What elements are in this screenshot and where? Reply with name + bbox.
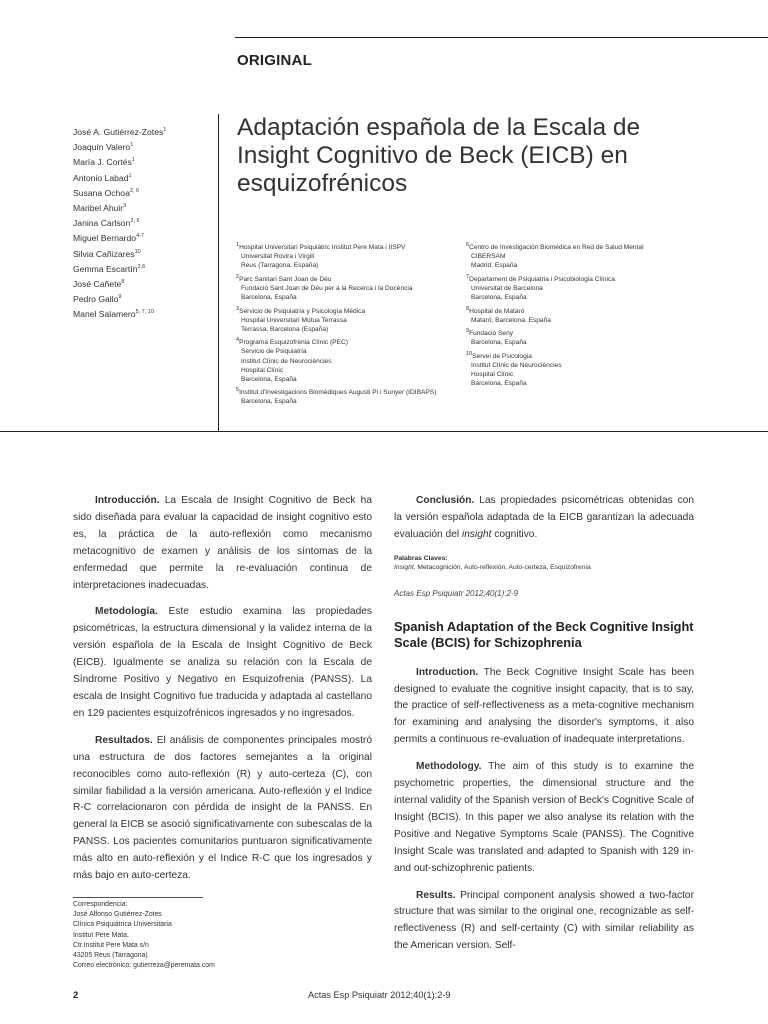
affiliation bbox=[466, 307, 766, 325]
author-name bbox=[73, 186, 166, 201]
author-name-text: Silvia Cañizares bbox=[73, 248, 135, 259]
keywords-list: , Metacognición, Auto-reflexión, Auto-certeza, Esquizofrenia bbox=[413, 563, 591, 571]
author-affiliation-sup: 1 bbox=[128, 172, 132, 179]
affiliation-number: 6 bbox=[466, 241, 470, 248]
keyword-insight: Insight bbox=[394, 563, 414, 571]
conclusion-italic: insight bbox=[461, 528, 492, 540]
affiliation-line bbox=[466, 329, 766, 338]
affiliation-number: 10 bbox=[466, 350, 473, 357]
affiliation-text: Terrassa, Barcelona (España) bbox=[241, 325, 329, 333]
affiliation-line bbox=[236, 338, 464, 347]
affiliation-text: Mataró, Barcelona. España bbox=[471, 316, 551, 324]
author-name bbox=[73, 216, 166, 231]
affiliation bbox=[466, 352, 766, 388]
affiliation-number: 9 bbox=[466, 328, 470, 335]
affiliation-text: Madrid, España bbox=[471, 262, 518, 270]
author-name-text: Gemma Escartín bbox=[73, 263, 138, 274]
method-paragraph bbox=[73, 604, 372, 722]
author-name-text: Pedro Gallo bbox=[73, 294, 119, 305]
footer-journal: Actas Esp Psiquiatr 2012;40(1):2-9 bbox=[308, 990, 451, 1000]
affiliation-line bbox=[466, 338, 766, 347]
author-affiliation-sup: 8 bbox=[121, 279, 125, 286]
results-en-paragraph bbox=[394, 888, 694, 956]
author-name bbox=[73, 247, 166, 262]
affiliation-line bbox=[466, 379, 766, 388]
author-name-text: María J. Cortés bbox=[73, 157, 132, 168]
author-name-text: Antonio Labad bbox=[73, 172, 129, 183]
affiliation-text: Departament de Psiquiatria i Psicobiologia Clínica bbox=[469, 275, 615, 283]
abstract-spanish-column bbox=[73, 493, 372, 895]
affiliation-number: 3 bbox=[236, 305, 240, 312]
intro-paragraph bbox=[73, 493, 372, 594]
affiliation-text: Servei de Psicologia bbox=[472, 352, 532, 360]
introduction-text: The Beck Cognitive Insight Scale has been designed to evaluate the cognitive insight capacity, that is to say, the practice of self-reflectiveness as a meta-cognitive mechanism for examining and analysing the disorder's symptoms, it also permits a continuous re-evaluation of inadequate interpretations. bbox=[394, 666, 694, 746]
methodology-text: The aim of this study is to examine the psychometric properties, the dimensional structure and the internal validity of the Spanish version of Beck's Cognitive Scale of Insight (BCIS). In this paper we also analyse its relation with the Positive and Negative Symptoms Scale (PANSS). The Cognitive Insight Scale was translated and adapted to Spanish with 129 in- and out-schizophrenic patients. bbox=[394, 761, 694, 874]
affiliation-line bbox=[236, 275, 464, 284]
results-text: El análisis de componentes principales mostró una estructura de dos factores semejantes a la original reconocibles como auto-reflexión (R) y auto-certeza (C), con similar fiabilidad a la versión americana. Auto-reflexión y el Indice R-C correlacionaron con pérdida de insight de la PANSS. En general la EICB se asoció significativamente con subescalas de la PANSS. Los pacientes comunitarios puntuaron significativamente más alto en auto-reflexión y el Indice R-C que los ingresados y más bajo en auto-certeza. bbox=[73, 734, 372, 882]
affiliation-number: 4 bbox=[236, 337, 240, 344]
affiliation-line bbox=[466, 361, 766, 370]
affiliation-number: 5 bbox=[236, 387, 240, 394]
affiliation-text: Barcelona, España bbox=[241, 398, 297, 406]
affiliation-text: Centro de Investigación Biomédica en Red de Salud Mental bbox=[469, 244, 644, 251]
author-name bbox=[73, 140, 166, 155]
author-name bbox=[73, 307, 166, 322]
affiliation bbox=[236, 243, 464, 270]
affiliation-text: Institut Clínic de Neurociències bbox=[471, 362, 562, 370]
method-label: Metodología. bbox=[95, 606, 158, 618]
correspondence-line: Correo electrónico: gutierreza@peremata.com bbox=[73, 962, 215, 970]
affiliation-text: Barcelona, España bbox=[471, 293, 527, 301]
author-name bbox=[73, 292, 166, 307]
affiliations-left bbox=[236, 243, 464, 411]
affiliation-line bbox=[236, 366, 464, 375]
author-affiliation-sup: 1 bbox=[131, 157, 135, 164]
affiliation-line bbox=[466, 316, 766, 325]
author-name-text: Miguel Bernardo bbox=[73, 233, 137, 244]
correspondence-line: José Alfonso Gutiérrez-Zotes bbox=[73, 911, 162, 919]
author-name-text: Joaquín Valero bbox=[73, 142, 131, 153]
affiliation-line bbox=[236, 293, 464, 302]
right-column bbox=[394, 493, 694, 965]
affiliation-number: 8 bbox=[466, 305, 470, 312]
author-affiliation-sup: 2, 6 bbox=[129, 187, 140, 194]
affiliation-line bbox=[236, 347, 464, 356]
affiliation-number: 2 bbox=[236, 273, 240, 280]
affiliation bbox=[236, 307, 464, 334]
affiliation-line bbox=[466, 352, 766, 361]
author-name bbox=[73, 262, 166, 277]
intro-text: La Escala de Insight Cognitivo de Beck ha sido diseñada para evaluar la capacidad de insight cognitivo esto es, la práctica de la auto-reflexión como mecanismo metacognitivo de examen y análisis de los síntomas de la enfermedad que permite la re-evaluación continua de interpretaciones inadecuadas. bbox=[73, 495, 372, 591]
author-affiliation-sup: 1 bbox=[130, 142, 134, 149]
affiliation-text: Hospital de Mataró bbox=[469, 307, 525, 315]
affiliation-text: Servicio de Psiquiatría bbox=[241, 348, 307, 356]
affiliation-text: Institut d'Investigacions Biomèdiques Augusti Pi i Sunyer (IDIBAPS) bbox=[239, 389, 437, 397]
affiliation-text: Programa Esquizofrènia Clínic (PEC) bbox=[239, 339, 348, 347]
correspondence-line: Clínica Psiquiátrica Universitaria bbox=[73, 921, 172, 929]
affiliation-text: Barcelona, España bbox=[471, 380, 527, 388]
affiliation-line bbox=[466, 370, 766, 379]
conclusion-label: Conclusión. bbox=[416, 495, 475, 506]
affiliation-number: 7 bbox=[466, 273, 470, 280]
author-affiliation-sup: 2,6 bbox=[137, 263, 146, 270]
affiliation-line bbox=[236, 325, 464, 334]
affiliation bbox=[466, 329, 766, 347]
affiliation-line bbox=[236, 243, 464, 252]
correspondence-line: Institut Pere Mata, bbox=[73, 931, 129, 939]
author-name bbox=[73, 125, 166, 140]
affiliation bbox=[466, 275, 766, 302]
author-name bbox=[73, 171, 166, 186]
author-affiliation-sup: 9 bbox=[118, 294, 122, 301]
affiliation-number: 1 bbox=[236, 241, 240, 248]
affiliation bbox=[466, 243, 766, 270]
affiliation-text: Barcelona, España bbox=[471, 339, 527, 347]
conclusion-text-b: cognitivo. bbox=[491, 528, 538, 540]
affiliation-text: Parc Sanitari Sant Joan de Déu bbox=[239, 275, 332, 283]
author-affiliation-sup: 4-7 bbox=[136, 233, 145, 240]
affiliation-text: Hospital Universitari Psiquiàtric Institut Pere Mata i IISPV bbox=[239, 244, 406, 251]
affiliation bbox=[236, 338, 464, 383]
page-number: 2 bbox=[73, 990, 79, 1001]
vertical-divider bbox=[218, 114, 219, 432]
affiliation-text: Fundació Sant Joan de Déu per a la Recerca i la Docència bbox=[241, 284, 413, 292]
article-title: Adaptación española de la Escala de Insight Cognitivo de Beck (EICB) en esquizofrénicos bbox=[237, 114, 641, 197]
method-text: Este estudio examina las propiedades psicométricas, la estructura dimensional y la validez interna de la versión española de la Escala de Insight Cognitivo de Beck (EICB). Igualmente se analiza su relación con la Escala de Síndrome Positivo y Negativo en Esquizofrenia (PANSS). La escala de Insight Cognitivo fue traducida y adaptada al castellano en 129 pacientes esquizofrénicos ingresados y no ingresados. bbox=[73, 606, 372, 719]
results-paragraph bbox=[73, 733, 372, 885]
affiliation-text: Hospital Clínic bbox=[471, 371, 514, 379]
affiliation-text: Reus (Tarragona, España) bbox=[241, 262, 319, 270]
results-label: Resultados. bbox=[95, 734, 153, 746]
affiliations-right bbox=[466, 243, 766, 393]
results-en-label: Results. bbox=[416, 889, 456, 901]
affiliation-line bbox=[236, 307, 464, 316]
methodology-label: Methodology. bbox=[416, 761, 482, 773]
affiliation-text: Barcelona, España bbox=[241, 375, 297, 383]
introduction-paragraph bbox=[394, 665, 694, 750]
citation: Actas Esp Psiquiatr 2012;40(1):2-9 bbox=[394, 588, 519, 598]
affiliation-text: Servicio de Psiquiatría y Psicología Médica bbox=[239, 307, 366, 315]
author-affiliation-sup: 3 bbox=[123, 203, 127, 210]
affiliation-line bbox=[466, 293, 766, 302]
affiliation-line bbox=[236, 316, 464, 325]
results-en-text: Principal component analysis showed a two-factor structure that was similar to the original one, recognizable as self-reflectiveness (R) and self-certainty (C) with similar reliability as the American version. Self- bbox=[394, 889, 694, 952]
affiliation bbox=[236, 275, 464, 302]
author-affiliation-sup: 5, 7, 10 bbox=[135, 309, 154, 316]
correspondence-line: 43205 Reus (Tarragona) bbox=[73, 952, 148, 960]
affiliation-line bbox=[466, 261, 766, 270]
affiliation-text: Hospital Clínic bbox=[241, 366, 284, 374]
correspondence-line: Ctr.Institut Pere Mata s/n bbox=[73, 941, 149, 949]
affiliation-line bbox=[236, 357, 464, 366]
affiliation-text: Universitat de Barcelona bbox=[471, 284, 543, 292]
affiliation-text: Institut Clínic de Neurociències bbox=[241, 357, 332, 365]
conclusion-paragraph bbox=[394, 493, 694, 544]
affiliation-line bbox=[236, 284, 464, 293]
author-name-text: Susana Ochoa bbox=[73, 187, 130, 198]
correspondence-rule bbox=[73, 897, 203, 898]
author-name-text: José Cañete bbox=[73, 279, 122, 290]
affiliation-line bbox=[466, 284, 766, 293]
affiliation-line bbox=[236, 252, 464, 261]
affiliation-line bbox=[466, 243, 766, 252]
correspondence-block bbox=[73, 900, 215, 971]
affiliation-text: Hospital Universitari Mútua Terrassa bbox=[241, 316, 347, 324]
affiliation-text: CIBERSAM bbox=[471, 253, 506, 261]
affiliation-text: Universitat Rovira i Virgili bbox=[241, 253, 315, 261]
author-affiliation-sup: 1 bbox=[163, 127, 167, 134]
author-name bbox=[73, 231, 166, 246]
top-rule bbox=[235, 37, 768, 38]
affiliation-line bbox=[236, 388, 464, 397]
affiliation-line bbox=[236, 397, 464, 406]
author-name-text: Janina Carlson bbox=[73, 218, 131, 229]
conclusion-text-a: Las propiedades psicométricas obtenidas con la versión española adaptada de la EICB garantizan la adecuada evaluación del bbox=[394, 495, 694, 540]
affiliation-text: Barcelona, España bbox=[241, 293, 297, 301]
affiliation-line bbox=[236, 261, 464, 270]
author-name-text: Manel Salamero bbox=[73, 309, 136, 320]
affiliation-line bbox=[236, 375, 464, 384]
author-name bbox=[73, 277, 166, 292]
introduction-label: Introduction. bbox=[416, 666, 479, 678]
author-affiliation-sup: 2, 6 bbox=[130, 218, 140, 225]
header-divider bbox=[0, 431, 768, 432]
intro-label: Introducción. bbox=[95, 495, 160, 506]
affiliation-line bbox=[466, 252, 766, 261]
methodology-paragraph bbox=[394, 759, 694, 877]
affiliation-line bbox=[466, 275, 766, 284]
author-name bbox=[73, 201, 166, 216]
keywords-heading: Palabras Claves: bbox=[394, 554, 448, 562]
english-title: Spanish Adaptation of the Beck Cognitive Insight Scale (BCIS) for Schizophrenia bbox=[394, 618, 694, 650]
author-affiliation-sup: 10 bbox=[134, 248, 141, 255]
section-label: ORIGINAL bbox=[237, 52, 312, 69]
affiliation-line bbox=[466, 307, 766, 316]
keywords-text bbox=[394, 563, 694, 572]
affiliation bbox=[236, 388, 464, 406]
affiliation-text: Fundació Seny bbox=[469, 330, 514, 338]
author-name-text: Maribel Ahuir bbox=[73, 203, 124, 214]
correspondence-line: Correspondencia: bbox=[73, 901, 128, 908]
author-name-text: José A. Gutiérrez-Zotes bbox=[73, 127, 164, 137]
author-name bbox=[73, 155, 166, 170]
author-list bbox=[73, 125, 166, 323]
